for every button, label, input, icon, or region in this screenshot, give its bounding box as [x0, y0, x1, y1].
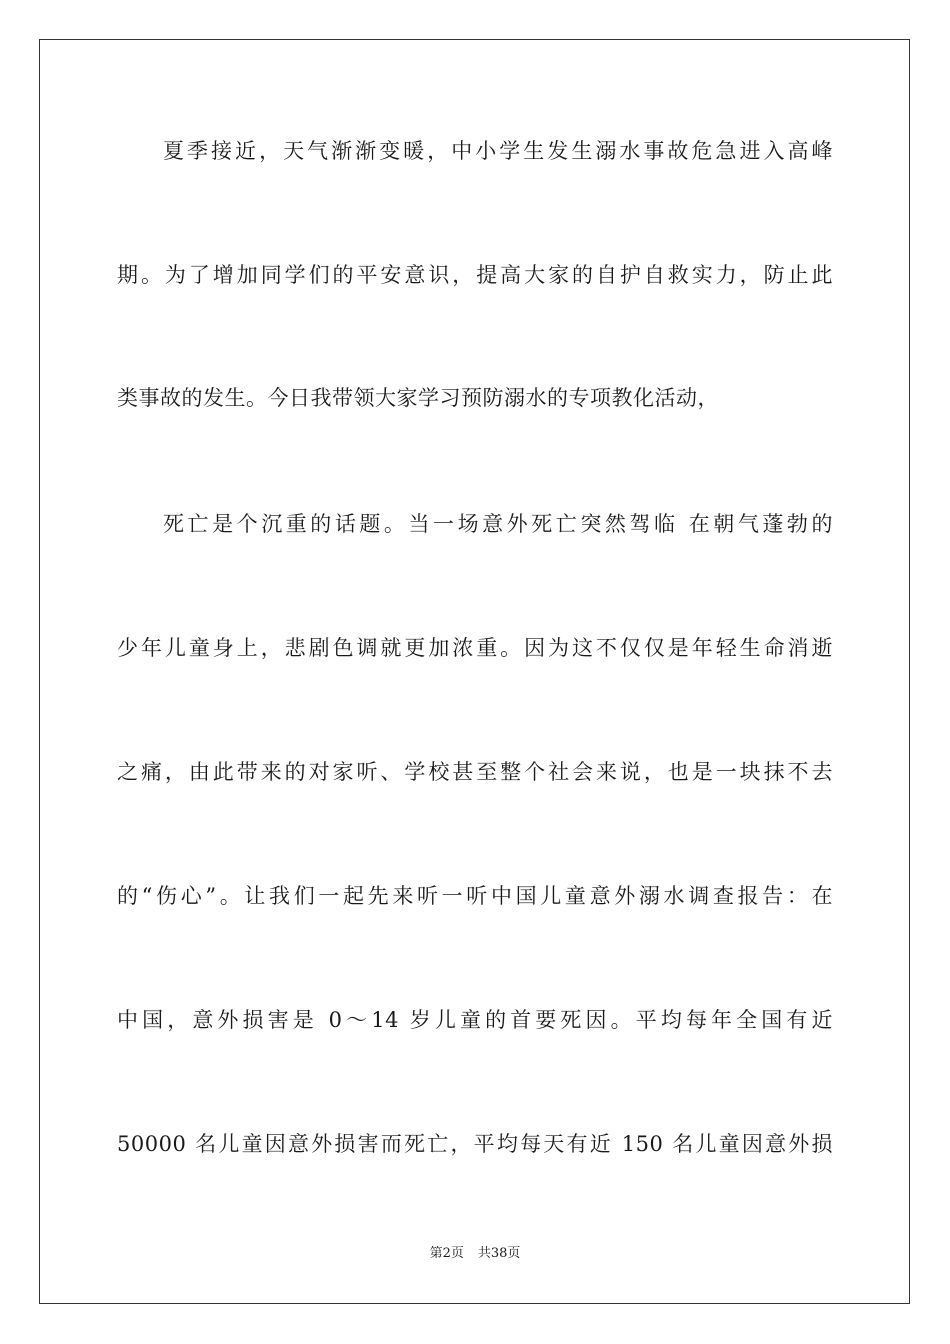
paragraph-2-line-1: 死亡是个沉重的话题。当一场意外死亡突然驾临 在朝气蓬勃的 — [163, 512, 833, 536]
paragraph-1-line-3: 类事故的发生。今日我带领大家学习预防溺水的专项教化活动， — [117, 386, 719, 410]
page-total: 共38页 — [477, 1246, 521, 1261]
paragraph-2-line-4: 的“伤心”。让我们一起先来听一听中国儿童意外溺水调查报告：在 — [117, 884, 833, 908]
paragraph-2-line-3: 之痛，由此带来的对家听、学校甚至整个社会来说，也是一块抹不去 — [117, 760, 833, 784]
paragraph-2-line-6: 50000 名儿童因意外损害而死亡，平均每天有近 150 名儿童因意外损 — [117, 1132, 833, 1156]
paragraph-2-line-2: 少年儿童身上，悲剧色调就更加浓重。因为这不仅仅是年轻生命消逝 — [117, 636, 833, 660]
page-number: 第2页 — [429, 1246, 464, 1261]
paragraph-1-line-2: 期。为了增加同学们的平安意识，提高大家的自护自救实力，防止此 — [117, 263, 833, 287]
page-footer — [0, 1245, 950, 1263]
paragraph-1-line-1: 夏季接近，天气渐渐变暖，中小学生发生溺水事故危急进入高峰 — [163, 139, 833, 163]
paragraph-2-line-5: 中国，意外损害是 0～14 岁儿童的首要死因。平均每年全国有近 — [117, 1008, 833, 1032]
page-border — [39, 39, 910, 1304]
